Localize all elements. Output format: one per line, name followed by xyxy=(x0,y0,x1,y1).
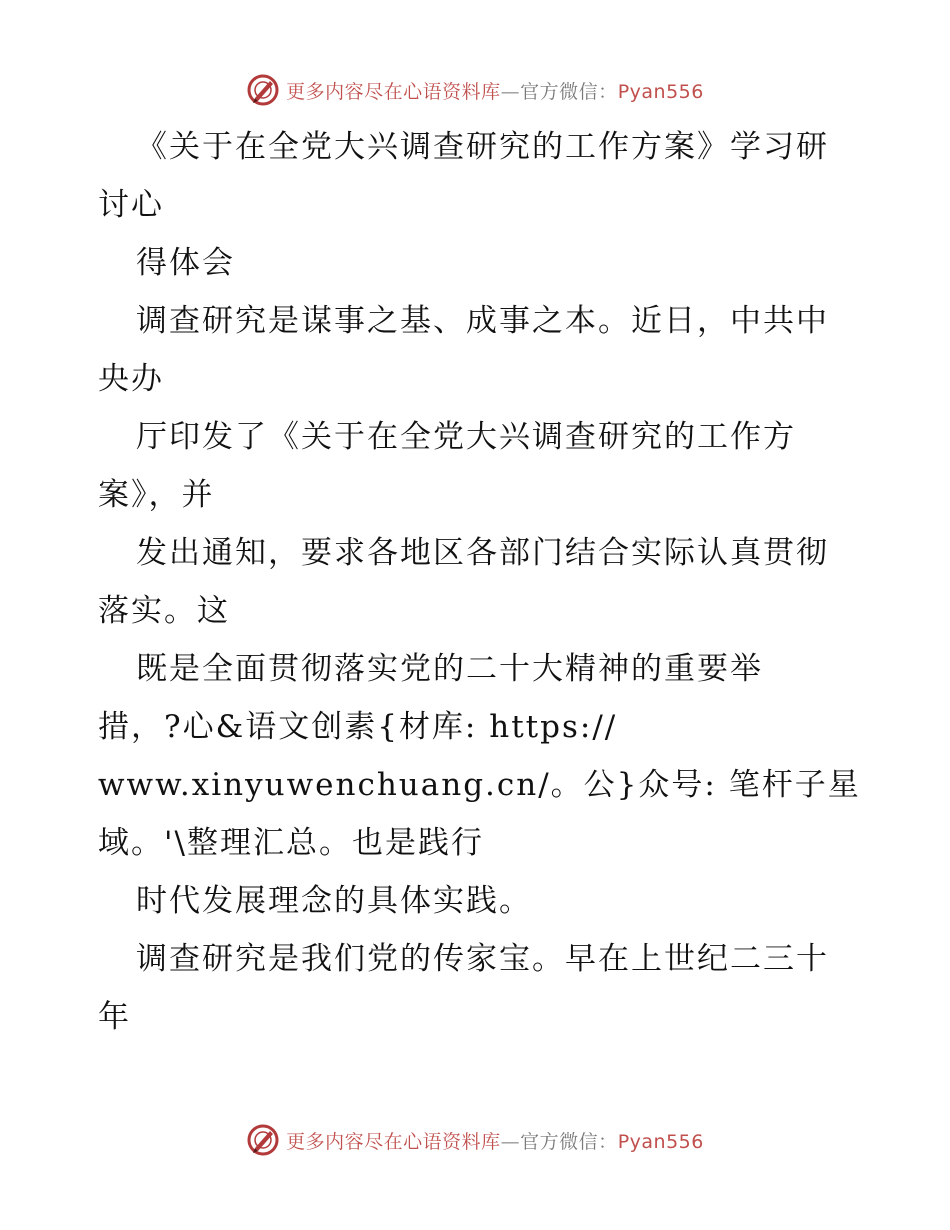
banner-brand: 更多内容尽在心语资料库 xyxy=(286,80,501,103)
banner-separator: — xyxy=(500,1130,521,1153)
text-line: 域。'\整理汇总。也是践行 xyxy=(98,825,484,861)
text-line: 讨心 xyxy=(98,187,164,223)
text-line: 得体会 xyxy=(136,245,235,281)
text-line: 《关于在全党大兴调查研究的工作方案》学习研 xyxy=(136,129,829,165)
banner-wechat-label: 官方微信： xyxy=(520,1130,618,1153)
text-line: 发出通知，要求各地区各部门结合实际认真贯彻 xyxy=(136,535,829,571)
pen-logo-icon xyxy=(246,1123,280,1157)
banner-text xyxy=(286,1127,704,1154)
banner-wechat-id: Pyan556 xyxy=(617,1130,704,1153)
banner-text xyxy=(286,77,704,104)
pen-logo-icon xyxy=(246,73,280,107)
banner-wechat-label: 官方微信： xyxy=(520,80,618,103)
banner-separator: — xyxy=(500,80,521,103)
text-line: 厅印发了《关于在全党大兴调查研究的工作方 xyxy=(136,419,796,455)
text-line: 时代发展理念的具体实践。 xyxy=(136,883,532,919)
banner-wechat-id: Pyan556 xyxy=(617,80,704,103)
footer-banner xyxy=(0,1120,950,1160)
text-line: 落实。这 xyxy=(98,593,230,629)
text-line: 既是全面贯彻落实党的二十大精神的重要举 xyxy=(136,651,763,687)
footer-banner-inner xyxy=(246,1123,704,1157)
text-line: 央办 xyxy=(98,361,164,397)
header-banner xyxy=(0,70,950,110)
text-line: 调查研究是谋事之基、成事之本。近日，中共中 xyxy=(136,303,829,339)
header-banner-inner xyxy=(246,73,704,107)
text-line: 年 xyxy=(98,999,131,1035)
text-line: www.xinyuwenchuang.cn/。公}众号: 笔杆子星 xyxy=(98,767,861,803)
banner-brand: 更多内容尽在心语资料库 xyxy=(286,1130,501,1153)
text-line: 调查研究是我们党的传家宝。早在上世纪二三十 xyxy=(136,941,829,977)
text-line: 措，?心&语文创素{材库: https:// xyxy=(98,709,618,745)
text-line: 案》，并 xyxy=(98,477,215,513)
document-body xyxy=(98,118,878,1046)
